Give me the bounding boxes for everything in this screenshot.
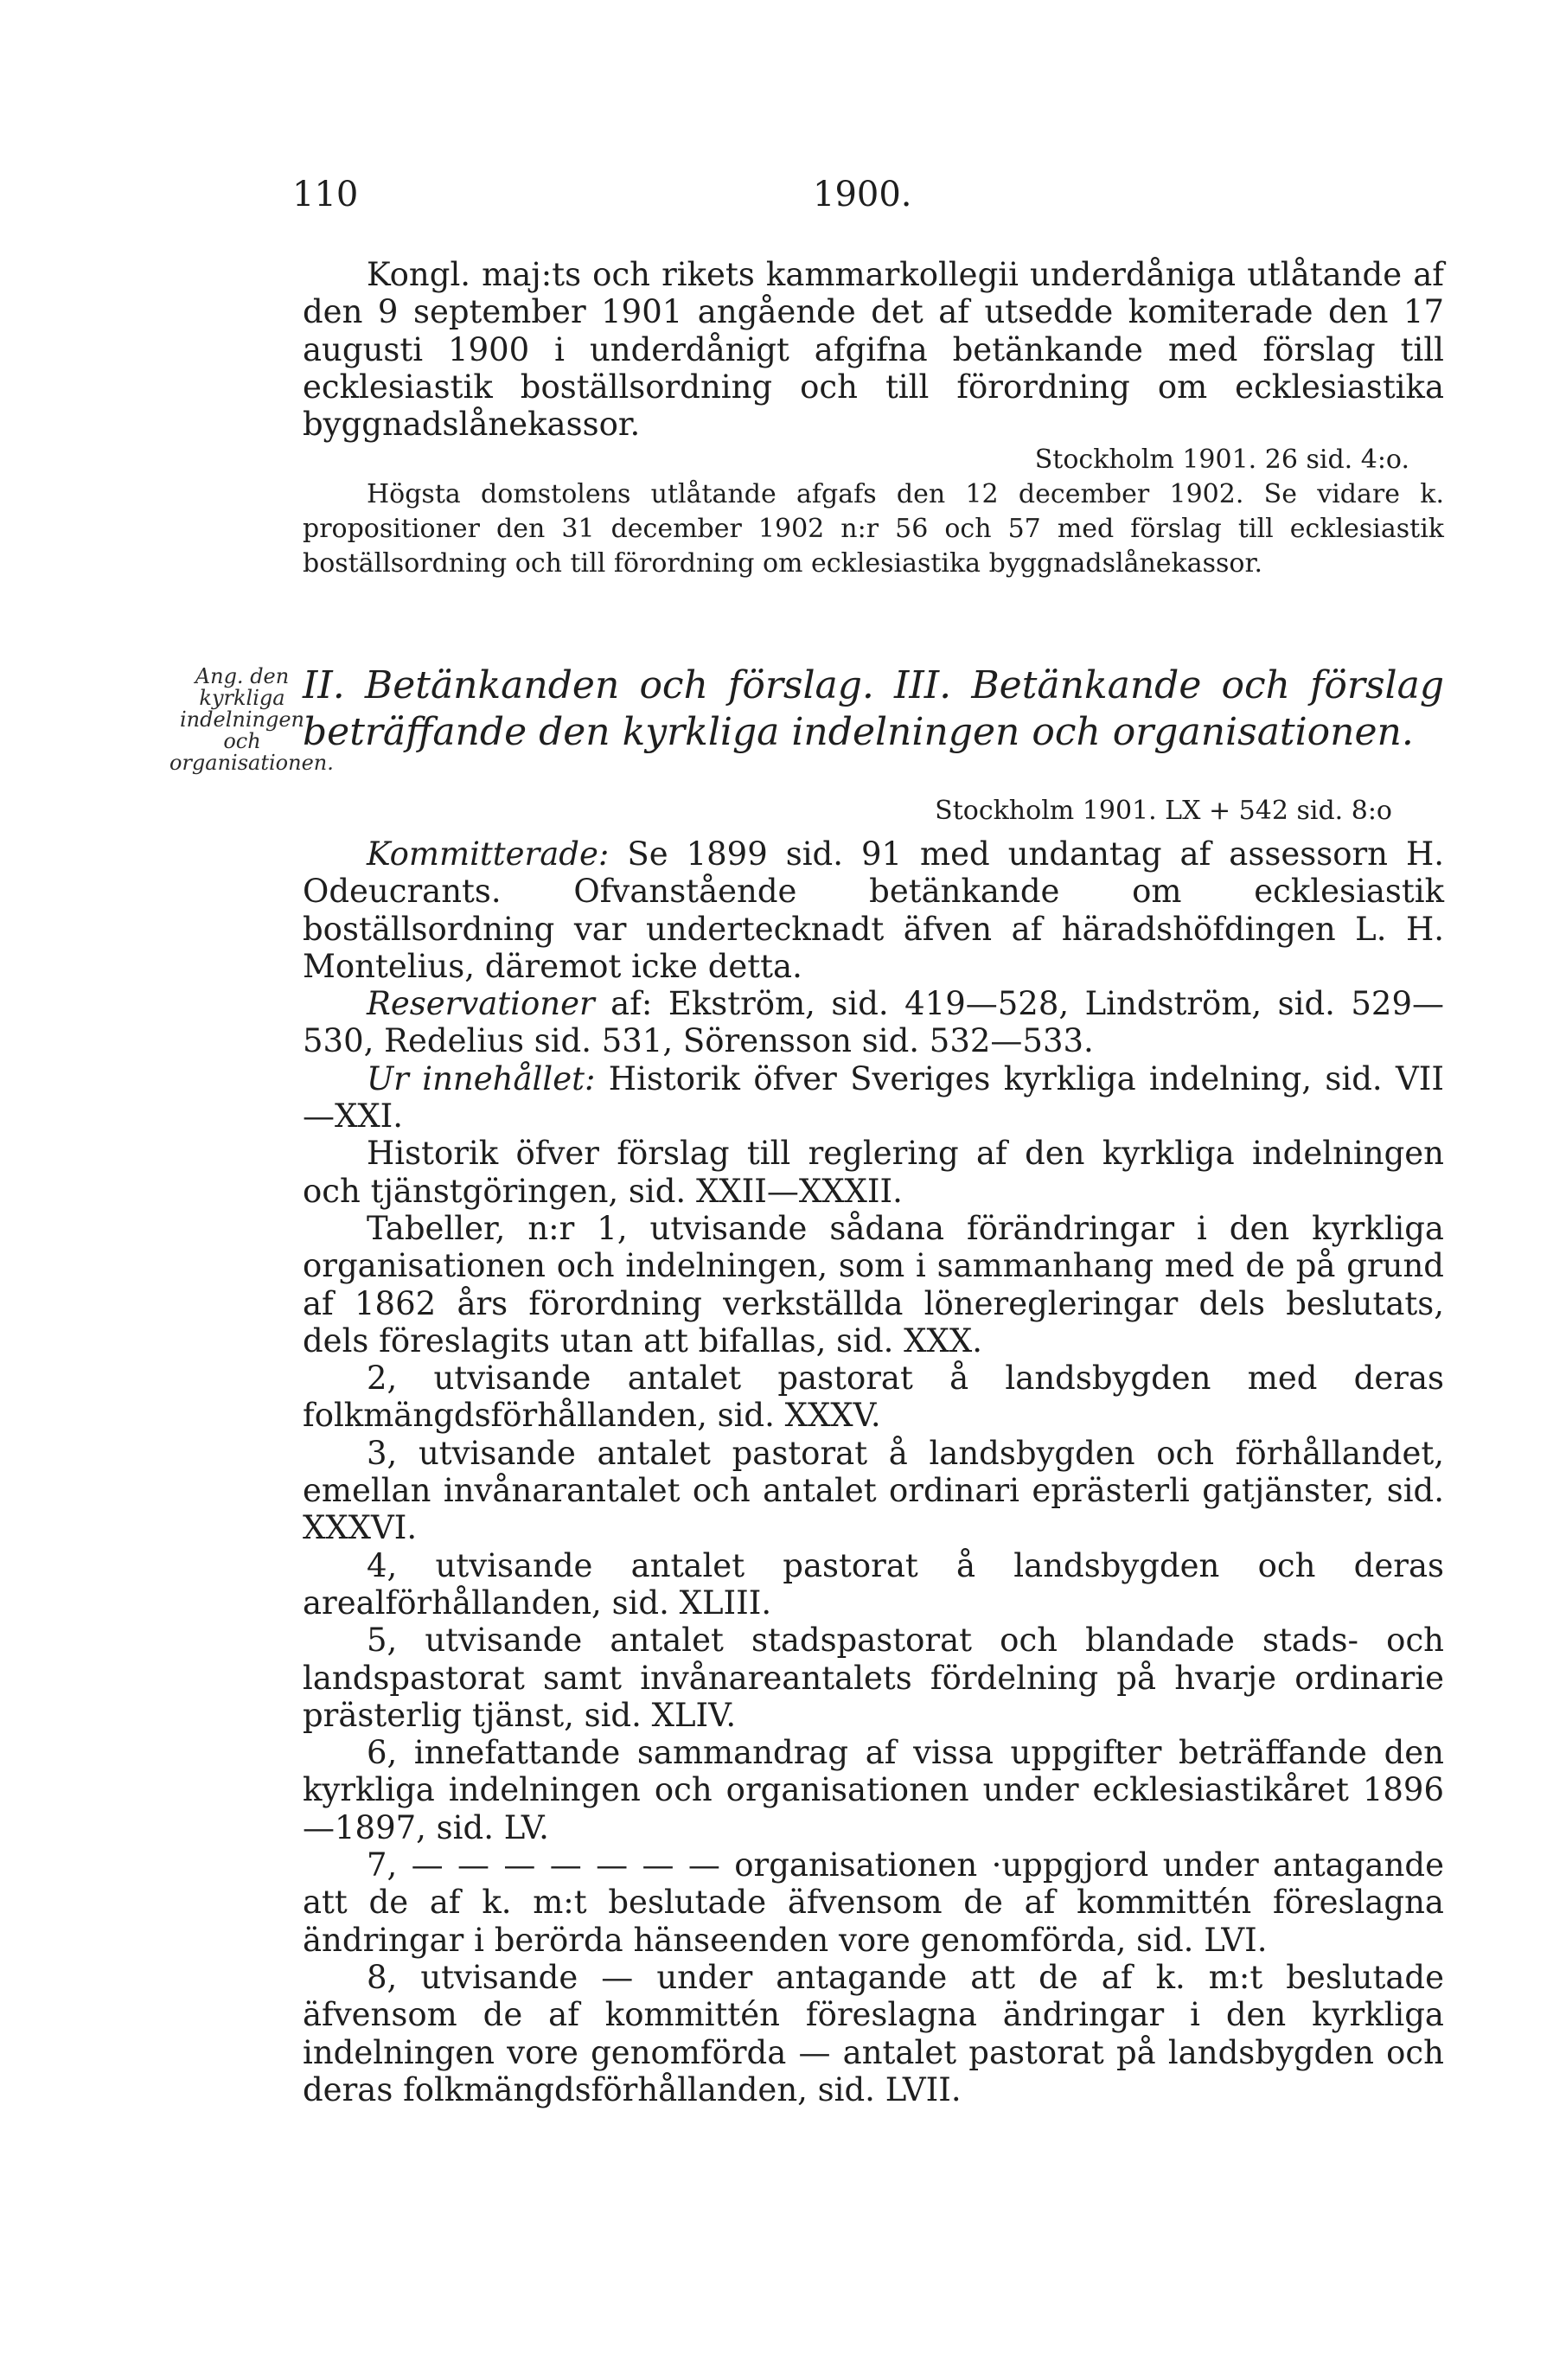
- list-item: 3, utvisande antalet pastorat å landsbygden och förhållandet, emellan invånarantalet och antalet ordinari eprästerli gatjänster, sid. XXXVI.: [303, 1434, 1444, 1547]
- list-item: Historik öfver förslag till reglering af den kyrkliga indelningen och tjänstgöringen, sid. XXII—XXXII.: [303, 1135, 1444, 1210]
- entry-text: Kongl. maj:ts och rikets kammarkollegii underdåniga utlåtande af den 9 september 1901 angående det af utsedde komiterade den 17 augusti 1900 i underdånigt afgifna betänkande med förslag till ecklesiastik boställsordning och till förordning om ecklesiastika byggnadslånekassor.: [303, 256, 1444, 444]
- page-header: [292, 175, 1434, 227]
- reservationer-paragraph: [303, 985, 1444, 1060]
- innehallet-paragraph: [303, 1060, 1444, 1136]
- list-item: 5, utvisande antalet stadspastorat och blandade stads- och landspastorat samt invånareantalets fördelning på hvarje ordinarie prästerlig tjänst, sid. XLIV.: [303, 1622, 1444, 1734]
- reservationer-label: Reservationer: [367, 985, 595, 1023]
- list-item: 6, innefattande sammandrag af vissa uppgifter beträffande den kyrkliga indelningen och organisationen under ecklesiastikåret 1896—1897, sid. LV.: [303, 1734, 1444, 1846]
- list-item: 7, — — — — — — — organisationen ·uppgjord under antagande att de af k. m:t beslutade äfvensom de af kommittén föreslagna ändringar i berörda hänseenden vore genomförda, sid. LVI.: [303, 1846, 1444, 1959]
- list-item: 2, utvisande antalet pastorat å landsbygden med deras folkmängdsförhållanden, sid. XXXV.: [303, 1360, 1444, 1435]
- entry-kammarkollegii: [303, 256, 1444, 581]
- page-number: 110: [292, 175, 359, 214]
- list-item: 4, utvisande antalet pastorat å landsbygden och deras arealförhållanden, sid. XLIII.: [303, 1546, 1444, 1622]
- entry-imprint: Stockholm 1901. 26 sid. 4:o.: [1034, 445, 1409, 476]
- innehallet-label: Ur innehållet:: [367, 1059, 596, 1097]
- section-heading: II. Betänkanden och förslag. III. Betänkande och förslag beträffande den kyrkliga indelningen och organisationen.: [303, 663, 1444, 754]
- innehallet-text: Historik öfver Sveriges kyrkliga indelning, sid. VII—XXI.: [303, 1059, 1444, 1136]
- reservationer-text: af: Ekström, sid. 419—528, Lindström, sid. 529—530, Redelius sid. 531, Sörensson sid. 532—533.: [303, 985, 1444, 1060]
- section-imprint: Stockholm 1901. LX + 542 sid. 8:o: [935, 796, 1392, 826]
- kommitterade-text: Se 1899 sid. 91 med undantag af assessorn H. Odeucrants. Ofvanstående betänkande om ecklesiastik boställsordning var undertecknadt äfven af häradshöfdingen L. H. Montelius, däremot icke detta.: [303, 835, 1445, 985]
- list-item: Tabeller, n:r 1, utvisande sådana förändringar i den kyrkliga organisationen och indelningen, som i sammanhang med de på grund af 1862 års förordning verkställda löneregleringar dels beslutats, dels föreslagits utan att bifallas, sid. XXX.: [303, 1209, 1444, 1360]
- running-year: 1900.: [813, 175, 912, 214]
- margin-note: Ang. den kyrkliga indelningen och organisationen.: [169, 664, 334, 775]
- kommitterade-paragraph: [303, 835, 1444, 985]
- kommitterade-label: Kommitterade:: [367, 835, 610, 873]
- entry-betankanden: [303, 624, 1444, 2108]
- list-item: 8, utvisande — under antagande att de af k. m:t beslutade äfvensom de af kommittén föreslagna ändringar i den kyrkliga indelningen vore genomförda — antalet pastorat på landsbygden och deras folkmängdsförhållanden, sid. LVII.: [303, 1958, 1444, 2108]
- entry-note: Högsta domstolens utlåtande afgafs den 12 december 1902. Se vidare k. propositioner den 31 december 1902 n:r 56 och 57 med förslag till ecklesiastik boställsordning och till förordning om ecklesiastika byggnadslånekassor.: [303, 479, 1444, 579]
